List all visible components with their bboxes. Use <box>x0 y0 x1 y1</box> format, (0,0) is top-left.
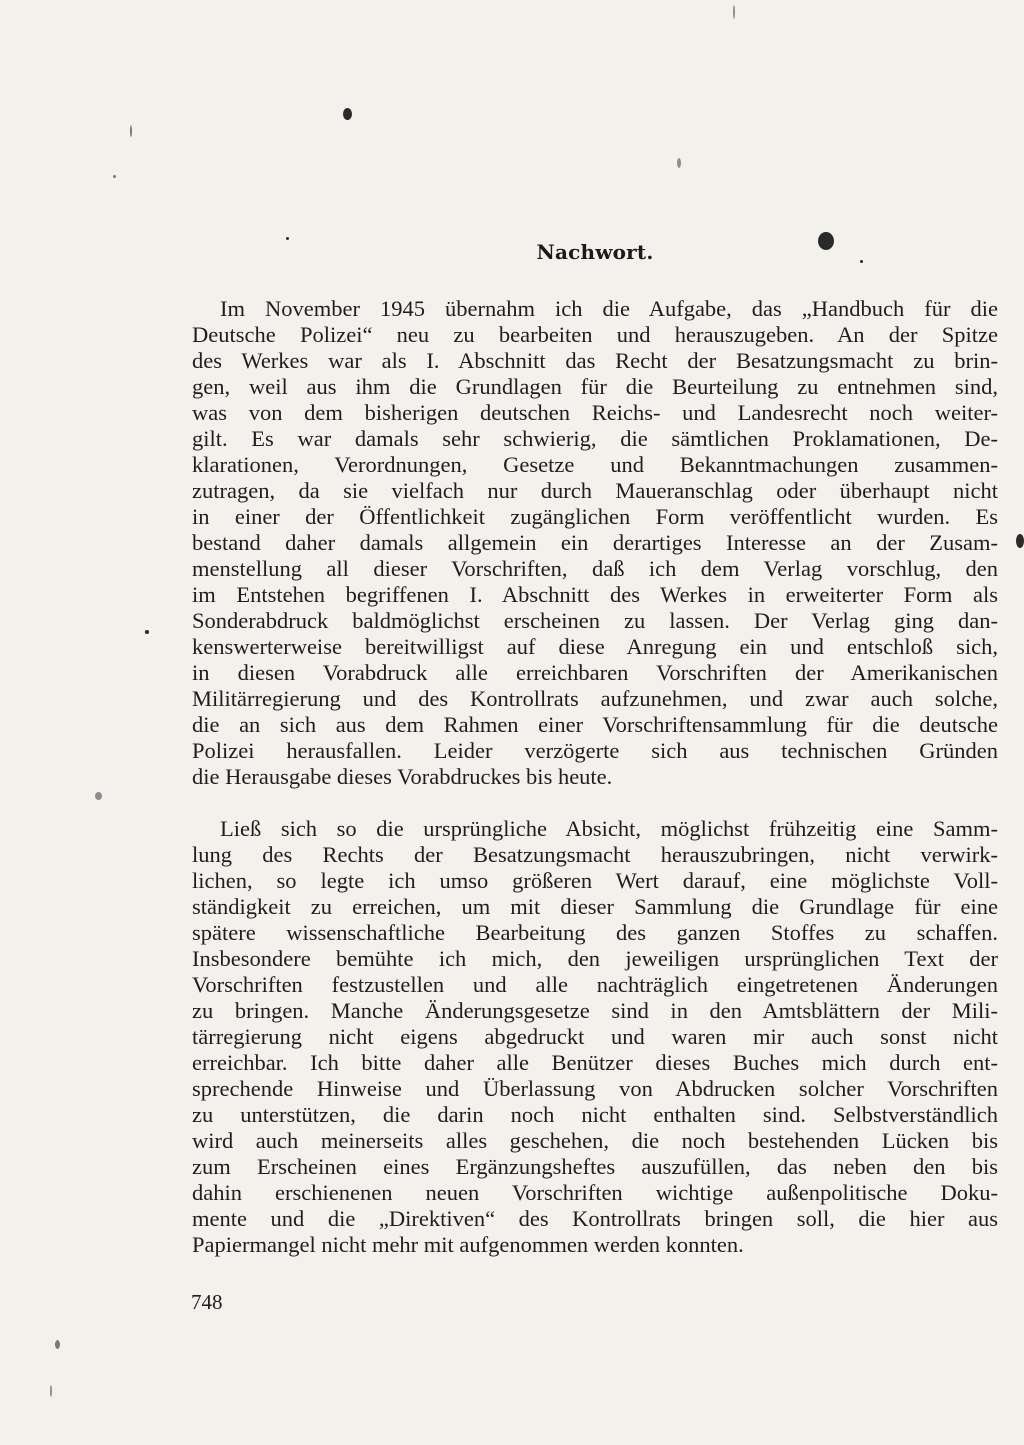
text-line: in diesen Vorabdruck alle erreichbaren Vorschriften der Amerikanischen <box>192 660 998 685</box>
text-line: sprechende Hinweise und Überlassung von Abdrucken solcher Vorschriften <box>192 1076 998 1101</box>
text-line: Polizei herausfallen. Leider verzögerte sich aus technischen Gründen <box>192 738 998 763</box>
text-line: bestand daher damals allgemein ein derartiges Interesse an der Zusam- <box>192 530 998 555</box>
text-line: zu bringen. Manche Änderungsgesetze sind in den Amtsblättern der Mili- <box>192 998 998 1023</box>
page-heading: Nachwort. <box>536 240 654 264</box>
text-line: zu unterstützen, die darin noch nicht enthalten sind. Selbstverständlich <box>192 1102 998 1127</box>
text-line: Sonderabdruck baldmöglichst erscheinen zu lassen. Der Verlag ging dan- <box>192 608 998 633</box>
text-line: Militärregierung und des Kontrollrats aufzunehmen, und zwar auch solche, <box>192 686 998 711</box>
text-line: Vorschriften festzustellen und alle nachträglich eingetretenen Änderungen <box>192 972 998 997</box>
scan-speck <box>343 108 352 120</box>
text-line: wird auch meinerseits alles geschehen, die noch bestehenden Lücken bis <box>192 1128 998 1153</box>
scan-speck <box>50 1385 52 1397</box>
text-line: klarationen, Verordnungen, Gesetze und Bekanntmachungen zusammen- <box>192 452 998 477</box>
text-line: die an sich aus dem Rahmen einer Vorschriftensammlung für die deutsche <box>192 712 998 737</box>
text-line: Im November 1945 übernahm ich die Aufgabe, das „Handbuch für die <box>220 296 998 321</box>
text-line: gen, weil aus ihm die Grundlagen für die Beurteilung zu entnehmen sind, <box>192 374 998 399</box>
text-line: Ließ sich so die ursprüngliche Absicht, möglichst frühzeitig eine Samm- <box>220 816 998 841</box>
text-line: Insbesondere bemühte ich mich, den jeweiligen ursprünglichen Text der <box>192 946 998 971</box>
text-line: spätere wissenschaftliche Bearbeitung des ganzen Stoffes zu schaffen. <box>192 920 998 945</box>
text-line: tärregierung nicht eigens abgedruckt und waren mir auch sonst nicht <box>192 1024 998 1049</box>
scan-speck <box>733 5 735 19</box>
paragraph-2 <box>192 816 998 1258</box>
scan-speck <box>130 125 132 137</box>
text-line: lichen, so legte ich umso größeren Wert darauf, eine möglichste Voll- <box>192 868 998 893</box>
page-number: 748 <box>191 1290 223 1314</box>
scan-speck <box>1016 534 1024 548</box>
text-line: des Werkes war als I. Abschnitt das Recht der Besatzungsmacht zu brin- <box>192 348 998 373</box>
paragraph-1 <box>192 296 998 790</box>
text-line: in einer der Öffentlichkeit zugänglichen Form veröffentlicht wurden. Es <box>192 504 998 529</box>
text-line: mente und die „Direktiven“ des Kontrollrats bringen soll, die hier aus <box>192 1206 998 1231</box>
scan-speck <box>95 792 102 800</box>
text-line: ständigkeit zu erreichen, um mit dieser Sammlung die Grundlage für eine <box>192 894 998 919</box>
scan-speck <box>113 175 116 178</box>
text-line: menstellung all dieser Vorschriften, daß ich dem Verlag vorschlug, den <box>192 556 998 581</box>
text-line: zum Erscheinen eines Ergänzungsheftes auszufüllen, das neben den bis <box>192 1154 998 1179</box>
text-line: dahin erschienenen neuen Vorschriften wichtige außenpolitische Doku- <box>192 1180 998 1205</box>
text-line: was von dem bisherigen deutschen Reichs- und Landesrecht noch weiter- <box>192 400 998 425</box>
scan-speck <box>145 630 149 634</box>
text-line: lung des Rechts der Besatzungsmacht herauszubringen, nicht verwirk- <box>192 842 998 867</box>
text-line: kenswerterweise bereitwilligst auf diese Anregung ein und entschloß sich, <box>192 634 998 659</box>
text-line: die Herausgabe dieses Vorabdruckes bis heute. <box>192 764 613 789</box>
text-line: im Entstehen begriffenen I. Abschnitt des Werkes in erweiterter Form als <box>192 582 998 607</box>
scan-speck <box>55 1340 60 1349</box>
text-line: Papiermangel nicht mehr mit aufgenommen werden konnten. <box>192 1232 744 1257</box>
scan-speck <box>677 158 681 168</box>
text-line: gilt. Es war damals sehr schwierig, die sämtlichen Proklamationen, De- <box>192 426 998 451</box>
text-line: Deutsche Polizei“ neu zu bearbeiten und herauszugeben. An der Spitze <box>192 322 998 347</box>
text-line: erreichbar. Ich bitte daher alle Benützer dieses Buches mich durch ent- <box>192 1050 998 1075</box>
text-line: zutragen, da sie vielfach nur durch Maueranschlag oder überhaupt nicht <box>192 478 998 503</box>
